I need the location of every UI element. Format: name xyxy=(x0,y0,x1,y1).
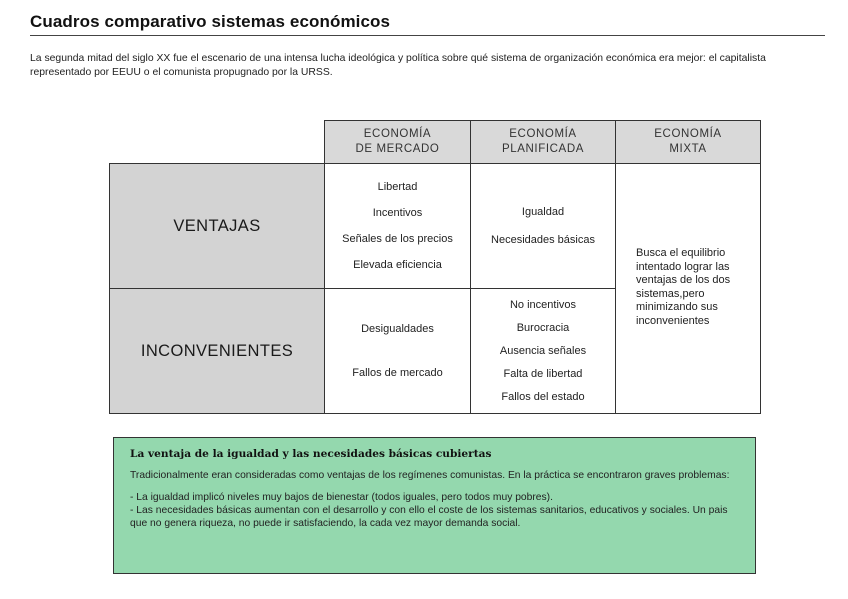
list-item: Incentivos xyxy=(372,207,423,219)
info-box-bullet-2: - Las necesidades básicas aumentan con el desarrollo y con ello el coste de los sistemas sanitarios, educativos y sociales. Un pais que no genera riqueza, no puede ir satisfaciendo, la cada vez mayor demanda social. xyxy=(130,505,728,529)
cell-mercado-ventajas xyxy=(324,163,471,289)
header-mercado xyxy=(324,120,471,164)
list-item: Fallos de mercado xyxy=(352,367,443,379)
header-planificada-line1: ECONOMÍA xyxy=(509,128,577,140)
cell-planificada-ventajas xyxy=(470,163,616,289)
header-mixta xyxy=(615,120,761,164)
cell-planificada-inconvenientes xyxy=(470,288,616,414)
header-mixta-line2: MIXTA xyxy=(669,143,707,155)
list-item: Falta de libertad xyxy=(503,367,583,380)
row-header-inconvenientes: INCONVENIENTES xyxy=(109,288,325,414)
intro-paragraph: La segunda mitad del siglo XX fue el escenario de una intensa lucha ideológica y política sobre qué sistema de organización económica era mejor: el capitalista representado por EEUU o el comunista propugnado por la URSS. xyxy=(30,53,766,78)
info-box xyxy=(113,437,756,574)
list-item: Necesidades básicas xyxy=(491,234,595,246)
header-planificada xyxy=(470,120,616,164)
list-item: Señales de los precios xyxy=(342,233,453,245)
list-item: Libertad xyxy=(377,181,418,193)
list-item: Burocracia xyxy=(516,321,570,334)
list-item: No incentivos xyxy=(509,298,577,311)
list-item: Igualdad xyxy=(521,206,565,218)
comparison-table xyxy=(109,120,761,414)
list-item: Fallos del estado xyxy=(501,390,585,403)
row-header-ventajas: VENTAJAS xyxy=(109,163,325,289)
mixta-text: Busca el equilibrio intentado lograr las ventajas de los dos sistemas,pero minimizando sus inconvenientes xyxy=(636,247,731,327)
info-box-paragraph: Tradicionalmente eran consideradas como ventajas de los regímenes comunistas. En la práctica se encontraron graves problemas: xyxy=(130,470,730,481)
list-item: Desigualdades xyxy=(361,323,434,335)
page-title: Cuadros comparativo sistemas económicos xyxy=(30,12,825,36)
cell-mixta xyxy=(615,163,761,414)
header-mercado-line1: ECONOMÍA xyxy=(363,128,432,140)
cell-mercado-inconvenientes xyxy=(324,288,471,414)
list-item: Elevada eficiencia xyxy=(353,259,442,271)
list-item: Ausencia señales xyxy=(499,344,587,357)
header-mercado-line2: DE MERCADO xyxy=(355,143,440,155)
header-planificada-line2: PLANIFICADA xyxy=(501,143,584,155)
header-mixta-line1: ECONOMÍA xyxy=(654,128,722,140)
info-box-bullet-1: - La igualdad implicó niveles muy bajos de bienestar (todos iguales, pero todos muy pobres). xyxy=(130,492,553,503)
info-box-title: La ventaja de la igualdad y las necesidades básicas cubiertas xyxy=(130,448,492,460)
